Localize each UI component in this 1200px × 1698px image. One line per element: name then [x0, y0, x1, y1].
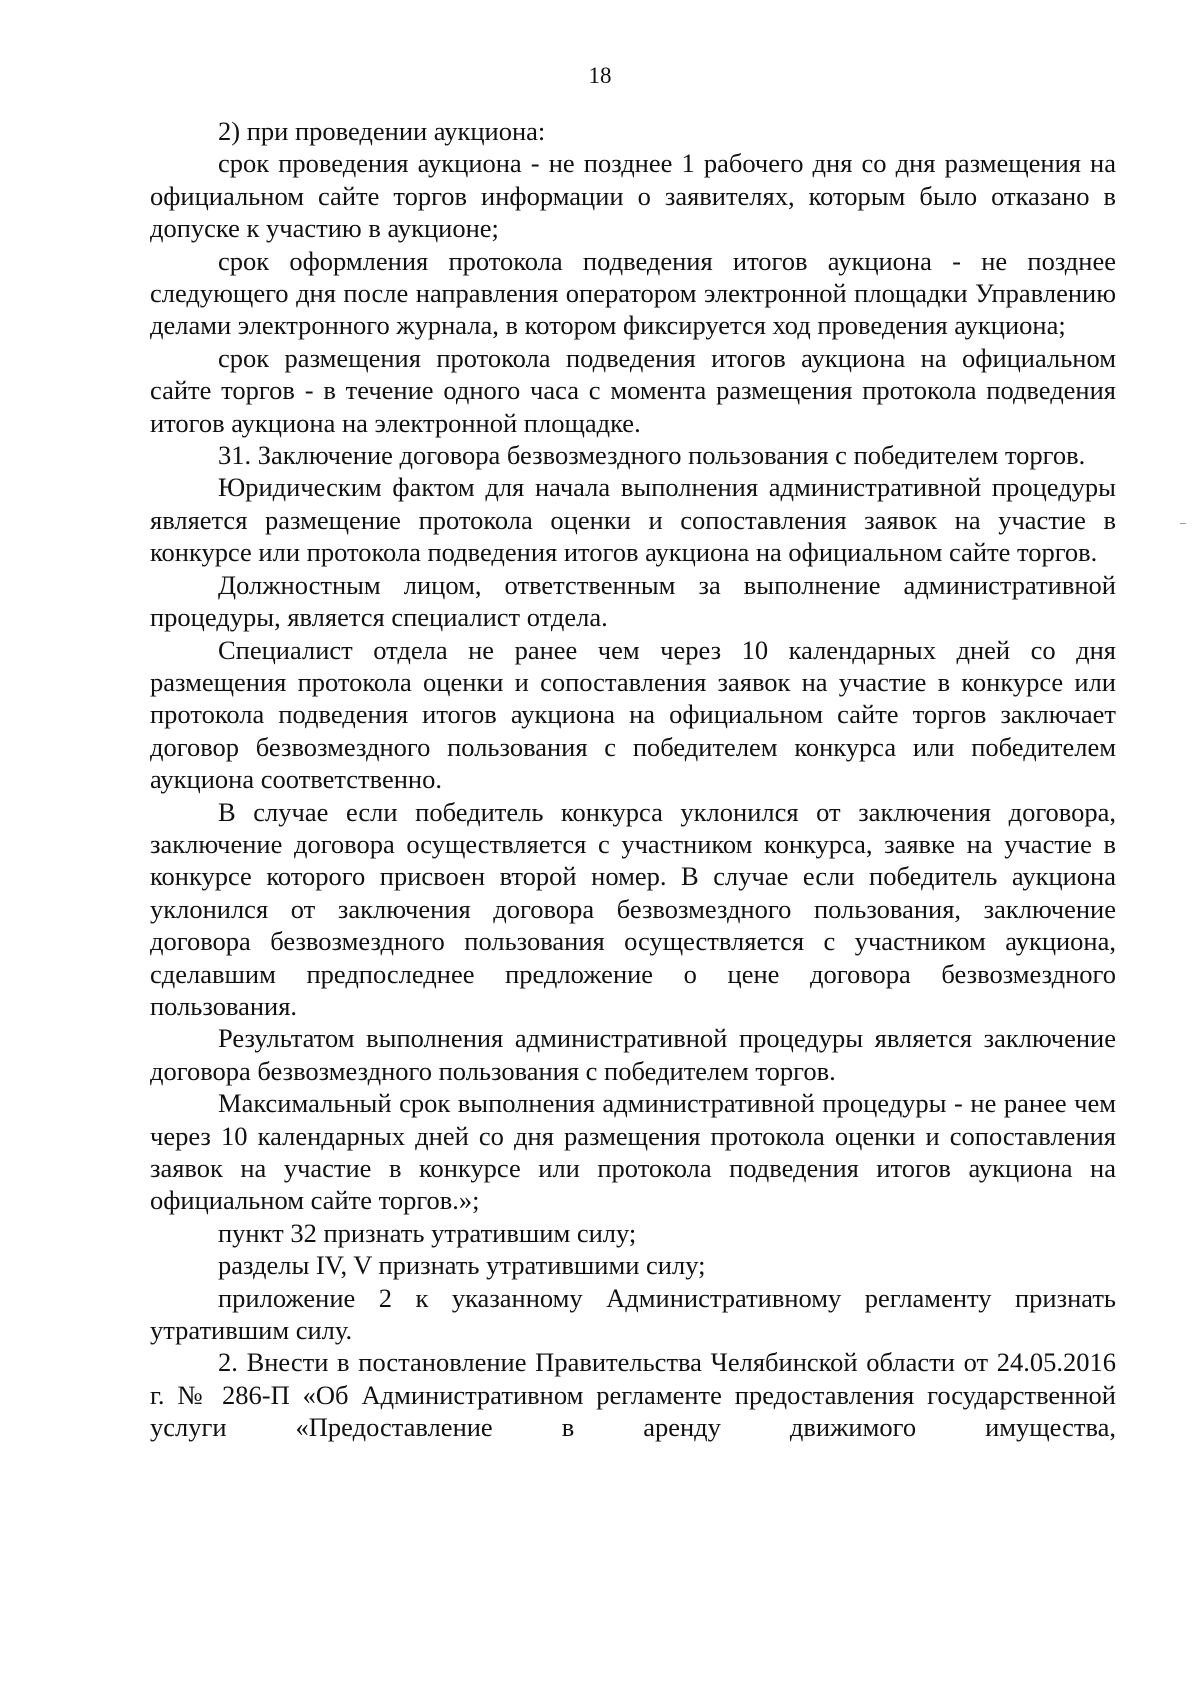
- paragraph-item-2-amendment: 2. Внести в постановление Правительства Челябинской области от 24.05.2016 г. № 286-П «Об Административном регламенте предоставления государственной услуги «Предоставление в аренду движимого имущества,: [150, 1347, 1116, 1443]
- scan-artifact: [1180, 523, 1186, 524]
- paragraph-winner-evasion: В случае если победитель конкурса уклонился от заключения договора, заключение договора осуществляется с участником конкурса, заявке на участие в конкурсе которого присвоен второй номер. В случае если победитель аукциона уклонился от заключения договора безвозмездного пользования, заключение договора безвозмездного пользования осуществляется с участником аукциона, сделавшим предпоследнее предложение о цене договора безвозмездного пользования.: [150, 796, 1116, 1021]
- paragraph-responsible-official: Должностным лицом, ответственным за выполнение административной процедуры, является специалист отдела.: [150, 569, 1116, 633]
- paragraph-protocol-publication-term: срок размещения протокола подведения итогов аукциона на официальном сайте торгов - в течение одного часа с момента размещения протокола подведения итогов аукциона на электронной площадке.: [150, 342, 1116, 438]
- paragraph-maximum-term: Максимальный срок выполнения административной процедуры - не ранее чем через 10 календарных дней со дня размещения протокола оценки и сопоставления заявок на участие в конкурсе или протокола подведения итогов аукциона на официальном сайте торгов.»;: [150, 1088, 1116, 1216]
- paragraph-item-32-repealed: пункт 32 признать утратившим силу;: [218, 1217, 637, 1248]
- paragraph-item-31: 31. Заключение договора безвозмездного пользования с победителем торгов.: [218, 440, 1086, 471]
- paragraph-auction-term: срок проведения аукциона - не позднее 1 рабочего дня со дня размещения на официальном сайте торгов информации о заявителях, которым было отказано в допуске к участию в аукционе;: [150, 148, 1116, 244]
- paragraph-protocol-term: срок оформления протокола подведения итогов аукциона - не позднее следующего дня после направления оператором электронной площадки Управлению делами электронного журнала, в котором фиксируется ход проведения аукциона;: [150, 245, 1116, 341]
- paragraph-auction-heading: 2) при проведении аукциона:: [218, 116, 546, 146]
- paragraph-sections-repealed: разделы IV, V признать утратившими силу;: [218, 1250, 706, 1281]
- paragraph-legal-fact: Юридическим фактом для начала выполнения административной процедуры является размещение протокола оценки и сопоставления заявок на участие в конкурсе или протокола подведения итогов аукциона на официальном сайте торгов.: [150, 472, 1116, 568]
- paragraph-specialist-contract: Специалист отдела не ранее чем через 10 календарных дней со дня размещения протокола оценки и сопоставления заявок на участие в конкурсе или протокола подведения итогов аукциона на официальном сайте торгов заключает договор безвозмездного пользования с победителем конкурса или победителем аукциона соответственно.: [150, 634, 1116, 795]
- body-text: [150, 115, 1116, 1444]
- paragraph-result: Результатом выполнения административной процедуры является заключение договора безвозмездного пользования с победителем торгов.: [150, 1023, 1116, 1086]
- page-number: 18: [588, 63, 612, 88]
- paragraph-appendix-repealed: приложение 2 к указанному Административному регламенту признать утратившим силу.: [150, 1282, 1116, 1346]
